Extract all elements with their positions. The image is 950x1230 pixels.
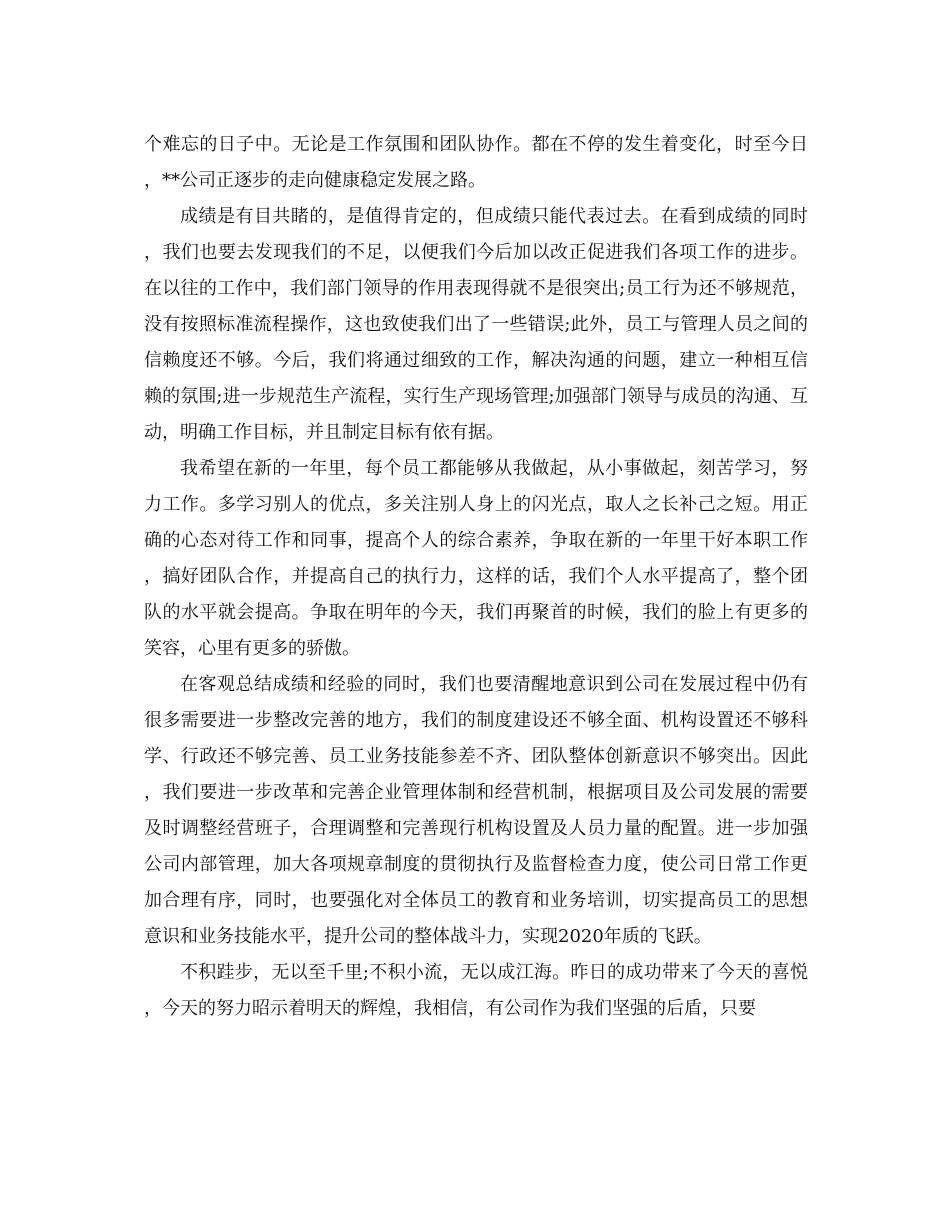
paragraph-2: 成绩是有目共睹的，是值得肯定的，但成绩只能代表过去。在看到成绩的同时，我们也要去发现我们的不足，以便我们今后加以改正促进我们各项工作的进步。在以往的工作中，我们部门领导的作用表现得就不是很突出;员工行为还不够规范，没有按照标准流程操作，这也致使我们出了一些错误;此外，员工与管理人员之间的信赖度还不够。今后，我们将通过细致的工作，解决沟通的问题，建立一种相互信赖的氛围;进一步规范生产流程，实行生产现场管理;加强部门领导与成员的沟通、互动，明确工作目标，并且制定目标有依有据。 xyxy=(144,206,808,443)
document-body xyxy=(144,127,808,1027)
paragraph-4: 在客观总结成绩和经验的同时，我们也要清醒地意识到公司在发展过程中仍有很多需要进一步整改完善的地方，我们的制度建设还不够全面、机构设置还不够科学、行政还不够完善、员工业务技能参差不齐、团队整体创新意识不够突出。因此，我们要进一步改革和完善企业管理体制和经营机制，根据项目及公司发展的需要及时调整经营班子，合理调整和完善现行机构设置及人员力量的配置。进一步加强公司内部管理，加大各项规章制度的贯彻执行及监督检查力度，使公司日常工作更加合理有序，同时，也要强化对全体员工的教育和业务培训，切实提高员工的思想意识和业务技能水平，提升公司的整体战斗力，实现2020年质的飞跃。 xyxy=(144,674,808,947)
paragraph-3: 我希望在新的一年里，每个员工都能够从我做起，从小事做起，刻苦学习，努力工作。多学习别人的优点，多关注别人身上的闪光点，取人之长补己之短。用正确的心态对待工作和同事，提高个人的综合素养，争取在新的一年里干好本职工作，搞好团队合作，并提高自己的执行力，这样的话，我们个人水平提高了，整个团队的水平就会提高。争取在明年的今天，我们再聚首的时候，我们的脸上有更多的笑容，心里有更多的骄傲。 xyxy=(144,458,808,659)
paragraph-1: 个难忘的日子中。无论是工作氛围和团队协作。都在不停的发生着变化，时至今日，**公司正逐步的走向健康稳定发展之路。 xyxy=(144,134,808,191)
paragraph-5: 不积跬步，无以至千里;不积小流，无以成江海。昨日的成功带来了今天的喜悦，今天的努力昭示着明天的辉煌，我相信，有公司作为我们坚强的后盾，只要 xyxy=(144,962,808,1019)
